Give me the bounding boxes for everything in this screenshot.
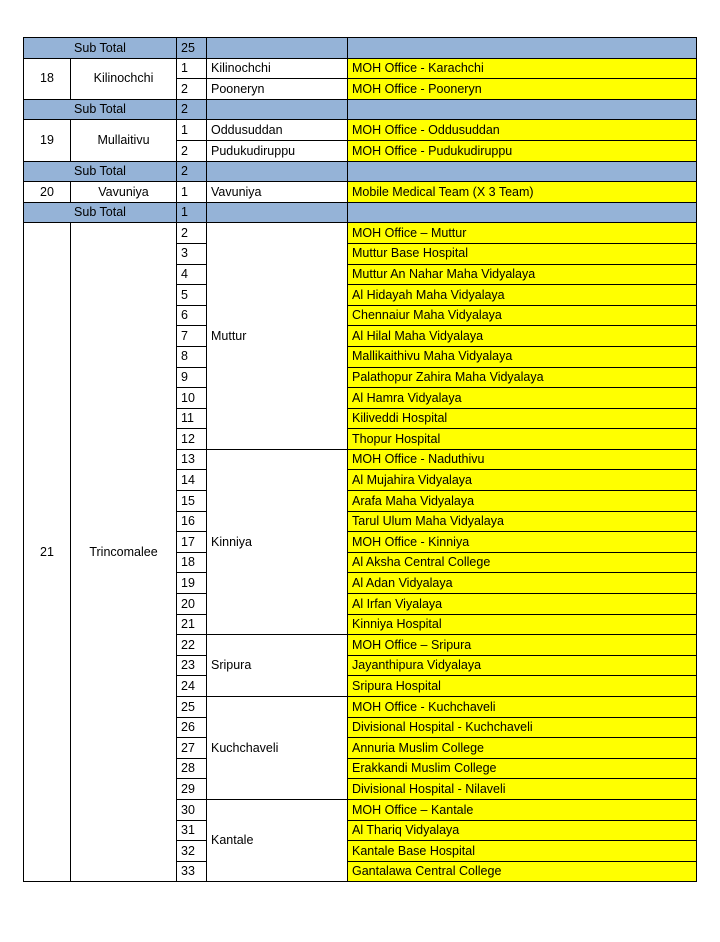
site-name: Arafa Maha Vidyalaya [348,491,697,512]
site-name: Al Adan Vidyalaya [348,573,697,594]
site-number: 26 [177,717,207,738]
site-name: MOH Office - Karachchi [348,58,697,79]
site-number: 25 [177,697,207,718]
site-number: 1 [177,182,207,203]
site-name: Divisional Hospital - Kuchchaveli [348,717,697,738]
site-number: 8 [177,346,207,367]
subtotal-row [24,38,697,59]
subtotal-row [24,161,697,182]
site-number: 18 [177,552,207,573]
site-name: Kiliveddi Hospital [348,408,697,429]
site-number: 2 [177,223,207,244]
site-number: 24 [177,676,207,697]
site-name: Annuria Muslim College [348,738,697,759]
subtotal-empty-area [207,38,348,59]
subtotal-count: 25 [177,38,207,59]
site-number: 10 [177,388,207,409]
site-number: 13 [177,449,207,470]
subtotal-empty-site [348,38,697,59]
site-name: Erakkandi Muslim College [348,758,697,779]
site-number: 3 [177,243,207,264]
area-name: Pudukudiruppu [207,140,348,161]
subtotal-row [24,202,697,223]
site-name: Sripura Hospital [348,676,697,697]
district-name: Kilinochchi [71,58,177,99]
site-number: 28 [177,758,207,779]
site-number: 1 [177,58,207,79]
site-name: Jayanthipura Vidyalaya [348,655,697,676]
site-name: Mallikaithivu Maha Vidyalaya [348,346,697,367]
area-name: Kantale [207,799,348,881]
subtotal-empty-site [348,161,697,182]
site-name: MOH Office – Sripura [348,635,697,656]
district-number: 20 [24,182,71,203]
site-number: 32 [177,841,207,862]
site-number: 21 [177,614,207,635]
subtotal-empty-site [348,202,697,223]
facility-table [23,37,697,882]
site-number: 2 [177,79,207,100]
site-number: 30 [177,799,207,820]
site-name: MOH Office - Kuchchaveli [348,697,697,718]
site-number: 9 [177,367,207,388]
site-number: 2 [177,140,207,161]
table-row [24,58,697,79]
table-row [24,223,697,244]
site-number: 23 [177,655,207,676]
site-number: 22 [177,635,207,656]
site-name: MOH Office - Pudukudiruppu [348,140,697,161]
site-name: Muttur Base Hospital [348,243,697,264]
site-number: 15 [177,491,207,512]
site-number: 20 [177,594,207,615]
site-name: Gantalawa Central College [348,861,697,882]
site-name: Thopur Hospital [348,429,697,450]
subtotal-empty-area [207,99,348,120]
site-name: MOH Office - Oddusuddan [348,120,697,141]
area-name: Vavuniya [207,182,348,203]
table-row [24,182,697,203]
site-name: MOH Office - Naduthivu [348,449,697,470]
area-name: Sripura [207,635,348,697]
site-number: 17 [177,532,207,553]
site-number: 16 [177,511,207,532]
site-number: 5 [177,285,207,306]
site-name: Muttur An Nahar Maha Vidyalaya [348,264,697,285]
site-number: 33 [177,861,207,882]
site-number: 31 [177,820,207,841]
site-name: Al Hilal Maha Vidyalaya [348,326,697,347]
site-name: MOH Office – Kantale [348,799,697,820]
district-name: Vavuniya [71,182,177,203]
facility-table-body [24,38,697,882]
site-number: 11 [177,408,207,429]
site-name: Palathopur Zahira Maha Vidyalaya [348,367,697,388]
subtotal-row [24,99,697,120]
site-number: 12 [177,429,207,450]
area-name: Kuchchaveli [207,697,348,800]
subtotal-empty-area [207,202,348,223]
area-name: Muttur [207,223,348,450]
site-name: MOH Office - Kinniya [348,532,697,553]
site-number: 6 [177,305,207,326]
area-name: Kinniya [207,449,348,634]
district-number: 21 [24,223,71,882]
subtotal-label: Sub Total [24,38,177,59]
site-number: 7 [177,326,207,347]
site-name: Chennaiur Maha Vidyalaya [348,305,697,326]
site-name: Mobile Medical Team (X 3 Team) [348,182,697,203]
area-name: Kilinochchi [207,58,348,79]
district-number: 19 [24,120,71,161]
site-name: Al Irfan Viyalaya [348,594,697,615]
subtotal-label: Sub Total [24,202,177,223]
site-number: 29 [177,779,207,800]
site-number: 1 [177,120,207,141]
district-number: 18 [24,58,71,99]
subtotal-count: 2 [177,161,207,182]
site-name: Al Hidayah Maha Vidyalaya [348,285,697,306]
site-name: Kantale Base Hospital [348,841,697,862]
subtotal-empty-area [207,161,348,182]
site-number: 4 [177,264,207,285]
subtotal-count: 2 [177,99,207,120]
site-name: Al Mujahira Vidyalaya [348,470,697,491]
subtotal-count: 1 [177,202,207,223]
site-name: Kinniya Hospital [348,614,697,635]
site-name: Tarul Ulum Maha Vidyalaya [348,511,697,532]
area-name: Pooneryn [207,79,348,100]
district-name: Trincomalee [71,223,177,882]
site-name: Al Hamra Vidyalaya [348,388,697,409]
site-number: 14 [177,470,207,491]
subtotal-label: Sub Total [24,161,177,182]
district-name: Mullaitivu [71,120,177,161]
area-name: Oddusuddan [207,120,348,141]
subtotal-empty-site [348,99,697,120]
site-name: Al Aksha Central College [348,552,697,573]
table-row [24,120,697,141]
site-name: Divisional Hospital - Nilaveli [348,779,697,800]
site-name: MOH Office – Muttur [348,223,697,244]
subtotal-label: Sub Total [24,99,177,120]
site-number: 19 [177,573,207,594]
site-name: MOH Office - Pooneryn [348,79,697,100]
site-number: 27 [177,738,207,759]
site-name: Al Thariq Vidyalaya [348,820,697,841]
